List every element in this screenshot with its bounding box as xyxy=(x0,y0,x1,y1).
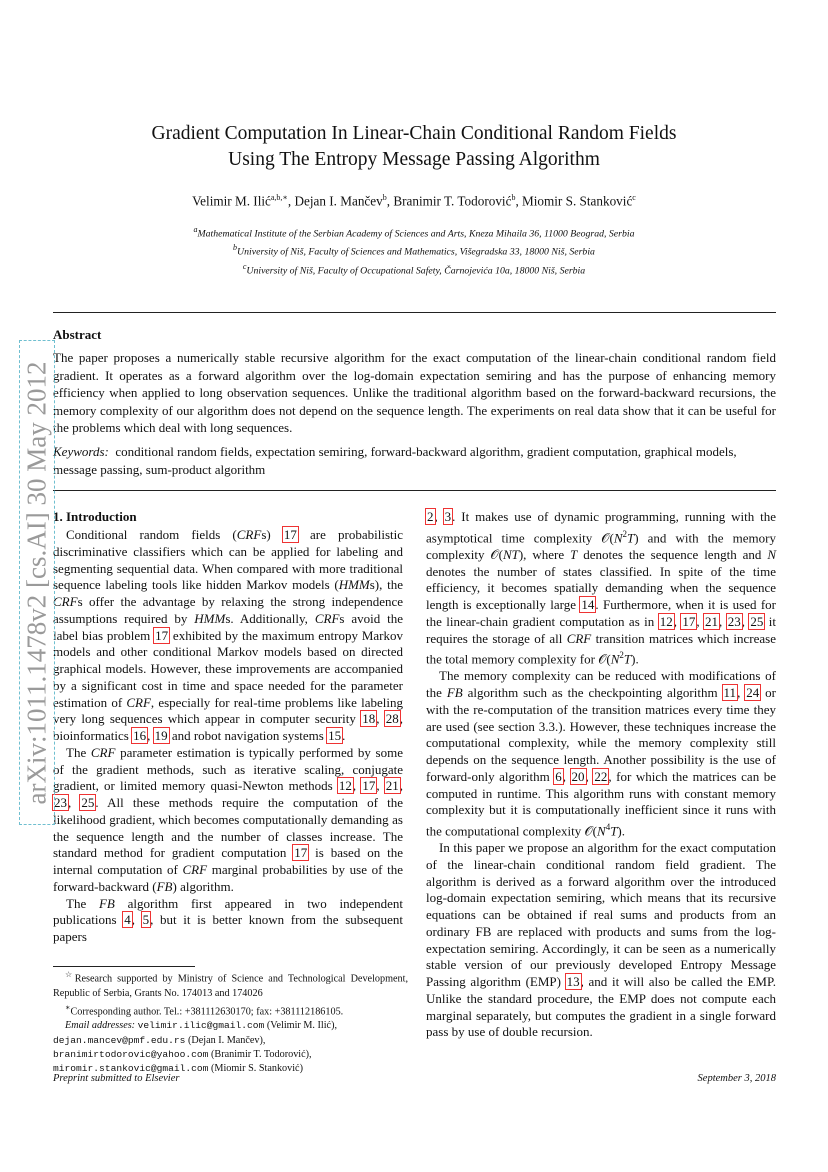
top-rule xyxy=(53,312,776,313)
abstract-heading: Abstract xyxy=(53,327,102,342)
author-sup: c xyxy=(632,193,636,202)
paragraph: The memory complexity can be reduced with modifications of the FB algorithm such as the checkpointing algorithm 11, 24 or with the re-computation of the transition matrices every time they are used (see section 3.3.). However, these techniques increase the computational complexity, while the memory complexity still depends on the sequence length. Another possibility is the use of forward-only algorithm 6, 20, 22, for which the matrices can be computed in runtime. This algorithm runs with constant memory complexity but it is computationally inefficient since it runs with the computational complexity $𝒪(N^4T)$. xyxy=(426,668,777,839)
keywords-text: conditional random fields, expectation semiring, forward-backward algorithm, gradient computation, graphical models, message passing, sum-product algorithm xyxy=(53,444,737,477)
footnote-text: Corresponding author. Tel.: +381112630170; fax: +381112186105. xyxy=(70,1006,344,1018)
author-name: Velimir M. Ilić xyxy=(192,193,271,209)
bottom-rule xyxy=(53,490,776,491)
body-column-right xyxy=(426,509,776,1041)
author-sup: b xyxy=(382,193,387,202)
email-label: Email addresses: xyxy=(65,1020,136,1032)
affiliation-text: University of Niš, Faculty of Sciences and Mathematics, Višegradska 33, 18000 Niš, Serbia xyxy=(237,246,595,258)
paragraph: 2, 3. It makes use of dynamic programming, running with the asymptotical time complexity $𝒪(N^2T)$ and with the memory complexity 𝒪(NT), where T denotes the sequence length and N denotes the number of states classified. In spite of the time efficiency, it becomes spatially demanding when the sequence length is exceptionally large 14. Furthermore, when it is used for the linear-chain gradient computation as in 12, 17, 21, 23, 25 it requires the storage of all CRF transition matrices which increase the total memory complexity for $𝒪(N^2T)$. xyxy=(426,509,777,667)
footnote-mark: ☆ xyxy=(65,970,75,979)
affiliation-sup: a xyxy=(193,225,198,234)
email-owner: (Dejan I. Mančev), xyxy=(187,1034,266,1046)
email-owner: (Miomir S. Stanković) xyxy=(211,1063,303,1074)
footer-date: September 3, 2018 xyxy=(697,1073,776,1084)
email-link[interactable]: dejan.mancev@pmf.edu.rs xyxy=(53,1034,186,1046)
author-sup: a,b,∗ xyxy=(270,193,288,202)
footnote xyxy=(53,1048,408,1062)
footnote xyxy=(53,1034,408,1048)
arxiv-id: arXiv:1011.1478v2 [cs.AI] 30 May 2012 xyxy=(21,361,52,804)
author-sup: b xyxy=(511,193,516,202)
author-sep: , xyxy=(386,193,394,209)
affiliation-text: University of Niš, Faculty of Occupational Safety, Čarnojevića 10a, 18000 Niš, Serbia xyxy=(246,264,586,276)
affiliations xyxy=(80,223,748,278)
footnote-text: Research supported by Ministry of Science and Technological Development, Republic of Serbia, Grants No. 174013 and 174026 xyxy=(53,973,409,999)
footnote xyxy=(53,968,408,1001)
paragraph: In this paper we propose an algorithm for the exact computation of the linear-chain conditional random field gradient. The algorithm is derived as a forward algorithm over the introduced log-domain expectation semiring, which means that its recursive equations can be obtained if real sums and products from an ordinary FB are replaced with products and sums from the log-expectation semiring. Accordingly, it can be seen as a numerically stable version of our previously developed Entropy Message Passing algorithm (EMP) 13, and it will also be called the EMP. Unlike the standard procedure, the EMP does not compute each marginal separately, but computes the gradient in a single forward pass by use of double recursion. xyxy=(426,840,776,1040)
footnotes xyxy=(53,968,408,1076)
paragraph: The CRF parameter estimation is typically performed by some of the gradient methods, such as iterative scaling, conjugate gradient, or limited memory quasi-Newton methods 12, 17, 21, 23, 25. All these methods require the computation of the likelihood gradient, which becomes computationally demanding as the sequence length and the number of classes increase. The standard method for gradient computation 17 is based on the internal computation of CRF marginal probabilities by use of the forward-backward (FB) algorithm. xyxy=(53,744,404,894)
affiliation-text: Mathematical Institute of the Serbian Academy of Sciences and Arts, Kneza Mihaila 36, 11000 Beograd, Serbia xyxy=(197,228,635,240)
email-owner: (Velimir M. Ilić), xyxy=(266,1020,338,1032)
email-link[interactable]: branimirtodorovic@yahoo.com xyxy=(53,1048,209,1060)
title-line-2: Using The Entropy Message Passing Algorithm xyxy=(228,149,600,170)
author-sep: , xyxy=(515,193,523,209)
keywords-label: Keywords: xyxy=(53,444,109,459)
author-sep: , xyxy=(287,193,295,209)
email-owner: (Branimir T. Todorović), xyxy=(211,1048,312,1060)
footer-journal: Preprint submitted to Elsevier xyxy=(53,1073,180,1084)
author-list xyxy=(80,193,748,209)
section-heading: 1. Introduction xyxy=(53,509,137,524)
affiliation-sup: c xyxy=(242,261,247,271)
footnote xyxy=(53,1019,408,1033)
paragraph: The FB algorithm first appeared in two independent publications 4, 5, but it is better known from the subsequent papers xyxy=(53,895,403,944)
paragraph: Conditional random fields (CRFs) 17 are probabilistic discriminative classifiers which can be applied for labeling and segmenting sequential data. When compared with more traditional sequence labeling tools like hidden Markov models (HMMs), the CRFs offer the advantage by relaxing the strong independence assumptions required by HMMs. Additionally, CRFs avoid the label bias problem 17 exhibited by the maximum entropy Markov models and other conditional Markov models based on directed graphical models. However, these improvements are accompanied by a significant cost in time and space needed for the parameter estimation of CRF, especially for real-time problems like labeling very long sequences which appear in computer security 18, 28, bioinformatics 16, 19 and robot navigation systems 15. xyxy=(53,527,404,743)
body-column-left xyxy=(53,527,403,946)
affiliation-sup: b xyxy=(233,243,238,253)
author-name: Dejan I. Mančev xyxy=(294,193,383,209)
author-name: Branimir T. Todorović xyxy=(393,193,512,209)
email-link[interactable]: miromir.stankovic@gmail.com xyxy=(53,1063,209,1074)
footnote xyxy=(53,1001,408,1020)
paper-title xyxy=(100,121,728,173)
email-link[interactable]: velimir.ilic@gmail.com xyxy=(137,1020,265,1032)
footnote-rule xyxy=(53,966,195,967)
affiliation xyxy=(80,260,748,278)
author-name: Miomir S. Stanković xyxy=(522,193,633,209)
footnote-mark: ∗ xyxy=(65,1002,71,1012)
affiliation xyxy=(80,241,748,259)
affiliation xyxy=(80,223,748,241)
arxiv-stamp[interactable] xyxy=(19,340,55,825)
abstract-text: The paper proposes a numerically stable recursive algorithm for the exact computation of the linear-chain conditional random field gradient. It operates as a forward algorithm over the log-domain expectation semiring and has the purpose of enhancing memory efficiency when applied to long observation sequences. Unlike the traditional algorithm based on the forward-backward recursions, the memory complexity of our algorithm does not depend on the sequence length. The experiments on real data show that it can be useful for the problems which deal with long sequences. xyxy=(53,350,776,436)
title-line-1: Gradient Computation In Linear-Chain Conditional Random Fields xyxy=(151,123,677,144)
keywords xyxy=(53,443,776,478)
